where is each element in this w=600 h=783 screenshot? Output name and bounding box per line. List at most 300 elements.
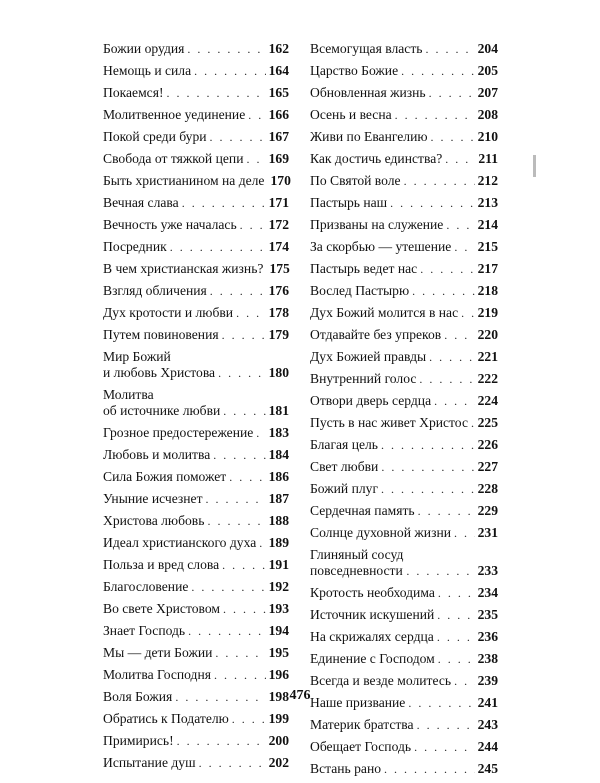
toc-entry-title-line: Посредник [103, 239, 167, 254]
toc-entry [310, 305, 498, 321]
toc-entry [310, 629, 498, 645]
toc-entry-title-line: Благословение [103, 579, 189, 594]
toc-leader-dots [218, 365, 266, 381]
toc-entry-page: 210 [477, 129, 498, 144]
toc-entry [103, 151, 289, 167]
toc-entry [310, 585, 498, 601]
toc-entry-title [103, 129, 207, 145]
toc-leader-dots [414, 739, 475, 755]
toc-entry-title-line: Обратись к Подателю [103, 711, 229, 726]
toc-entry-page: 188 [268, 513, 289, 528]
toc-entry-page: 213 [477, 195, 498, 210]
toc-entry-title-line: Внутренний голос [310, 371, 417, 386]
toc-entry-title [310, 717, 414, 733]
toc-entry-page: 179 [268, 327, 289, 342]
toc-entry [103, 535, 289, 551]
toc-entry-page: 189 [268, 535, 289, 550]
toc-entry [310, 481, 498, 497]
toc-entry-title-line: Всемогущая власть [310, 41, 423, 56]
toc-entry [103, 425, 289, 441]
toc-leader-dots [444, 327, 474, 343]
toc-entry-page: 175 [269, 261, 290, 276]
toc-leader-dots [429, 85, 475, 101]
toc-entry-title-line: Благая цель [310, 437, 378, 452]
toc-leader-dots [429, 349, 474, 365]
toc-entry-title [103, 733, 174, 749]
toc-entry-title-line: Всегда и везде молитесь [310, 673, 452, 688]
toc-entry [310, 151, 498, 167]
toc-entry-title [310, 393, 431, 409]
toc-entry-page: 192 [268, 579, 289, 594]
toc-entry-page: 162 [268, 41, 289, 56]
toc-leader-dots [438, 585, 475, 601]
toc-entry-page: 224 [477, 393, 498, 408]
toc-entry-title-line: Материк братства [310, 717, 414, 732]
toc-leader-dots [401, 63, 475, 79]
toc-entry-title [310, 173, 401, 189]
toc-entry [310, 739, 498, 755]
toc-leader-dots [418, 503, 475, 519]
toc-entry-page: 165 [268, 85, 289, 100]
toc-leader-dots [223, 601, 266, 617]
toc-entry-title-line: и любовь Христова [103, 365, 216, 380]
toc-leader-dots [213, 447, 265, 463]
toc-leader-dots [431, 129, 475, 145]
toc-entry-title-line: Знает Господь [103, 623, 186, 638]
toc-entry-title-line: Пастырь ведет нас [310, 261, 418, 276]
toc-entry-title-line: Свобода от тяжкой цепи [103, 151, 244, 166]
toc-entry [103, 645, 289, 661]
toc-entry-page: 169 [268, 151, 289, 166]
toc-entry-page: 238 [477, 651, 498, 666]
toc-entry-title-line: Отдавайте без упреков [310, 327, 442, 342]
toc-column-left [103, 41, 289, 777]
toc-entry [103, 711, 289, 727]
toc-entry [103, 173, 289, 189]
toc-entry-title [103, 711, 229, 727]
toc-entry-title [103, 283, 207, 299]
toc-entry-title-line: Молитва Господня [103, 667, 211, 682]
toc-entry [310, 459, 498, 475]
toc-entry-title [310, 239, 451, 255]
toc-entry [310, 327, 498, 343]
toc-entry-page: 244 [477, 739, 498, 754]
toc-entry-title-line: Любовь и молитва [103, 447, 211, 462]
toc-leader-dots [170, 239, 266, 255]
toc-entry-title [310, 371, 416, 387]
toc-entry-title-line: Вослед Пастырю [310, 283, 410, 298]
toc-entry-page: 241 [477, 695, 498, 710]
toc-leader-dots [390, 195, 474, 211]
toc-entry [103, 469, 289, 485]
toc-entry [310, 41, 498, 57]
page-number: 476 [289, 688, 311, 703]
toc-entry-title-line: Мир Божий [103, 349, 171, 364]
toc-entry-page: 225 [477, 415, 498, 430]
toc-leader-dots [259, 535, 265, 551]
toc-leader-dots [214, 667, 266, 683]
toc-entry-title [310, 151, 442, 167]
toc-entry-title [103, 535, 256, 551]
toc-entry-title-line: Молитвенное уединение [103, 107, 246, 122]
toc-entry [103, 601, 289, 617]
toc-entry-title-line: Источник искушений [310, 607, 435, 622]
toc-entry-title-line: Солнце духовной жизни [310, 525, 451, 540]
toc-entry-title-line: В чем христианская жизнь? [103, 261, 264, 276]
toc-entry-title [103, 107, 245, 123]
toc-entry [103, 283, 289, 299]
toc-entry-title [310, 547, 403, 579]
toc-entry [103, 623, 289, 639]
toc-entry [103, 667, 289, 683]
toc-entry-title [103, 645, 212, 661]
toc-entry-title [310, 761, 381, 777]
toc-entry-title [103, 85, 164, 101]
toc-entry-title-line: Отвори дверь сердца [310, 393, 432, 408]
toc-entry-title-line: Сердечная память [310, 503, 415, 518]
margin-mark [533, 155, 536, 177]
toc-entry-title-line: Во свете Христовом [103, 601, 220, 616]
toc-leader-dots [256, 425, 265, 441]
toc-entry [310, 525, 498, 541]
toc-column-right [310, 41, 498, 783]
toc-entry-title-line: Божии орудия [103, 41, 185, 56]
toc-entry-page: 172 [268, 217, 289, 232]
toc-entry-page: 243 [477, 717, 498, 732]
toc-entry [103, 733, 289, 749]
toc-leader-dots [445, 151, 475, 167]
toc-entry-title-line: Немощь и сила [103, 63, 192, 78]
toc-entry-page: 208 [477, 107, 498, 122]
toc-leader-dots [446, 217, 474, 233]
toc-entry-page: 176 [268, 283, 289, 298]
toc-entry-page: 181 [268, 403, 289, 418]
toc-entry [310, 673, 498, 689]
toc-entry [103, 217, 289, 233]
toc-entry [103, 447, 289, 463]
toc-entry-title [310, 481, 378, 497]
toc-entry-page: 187 [268, 491, 289, 506]
toc-entry [103, 107, 289, 123]
toc-entry-page: 174 [268, 239, 289, 254]
toc-entry-title [310, 217, 443, 233]
toc-entry-title-line: Живи по Евангелию [310, 129, 428, 144]
toc-entry [310, 173, 498, 189]
toc-entry-page: 166 [268, 107, 289, 122]
toc-entry-page: 205 [477, 63, 498, 78]
toc-entry-title-line: Как достичь единства? [310, 151, 443, 166]
toc-entry-title [310, 63, 398, 79]
toc-entry [103, 579, 289, 595]
toc-entry-title [310, 459, 378, 475]
toc-entry-title-line: Призваны на служение [310, 217, 444, 232]
toc-entry-title [103, 41, 184, 57]
toc-entry-page: 212 [477, 173, 498, 188]
toc-entry [310, 217, 498, 233]
toc-entry-title [310, 327, 441, 343]
toc-entry-title [103, 261, 263, 277]
toc-entry-title-line: На скрижалях сердца [310, 629, 434, 644]
toc-entry-page: 236 [477, 629, 498, 644]
toc-entry [310, 261, 498, 277]
toc-entry-title [310, 107, 392, 123]
toc-entry-page: 239 [477, 673, 498, 688]
toc-entry [310, 129, 498, 145]
toc-leader-dots [240, 217, 266, 233]
toc-leader-dots [232, 711, 266, 727]
toc-entry-title-line: Божий плуг [310, 481, 379, 496]
toc-entry-page: 199 [268, 711, 289, 726]
toc-leader-dots [248, 107, 265, 123]
toc-entry-title-line: повседневности [310, 563, 403, 578]
toc-leader-dots [223, 403, 265, 419]
toc-entry-title [103, 447, 210, 463]
toc-entry-title [103, 349, 215, 381]
toc-entry [103, 349, 289, 381]
toc-entry [310, 547, 498, 579]
toc-leader-dots [229, 469, 265, 485]
toc-leader-dots [207, 513, 265, 529]
toc-entry-title-line: Воля Божия [103, 689, 173, 704]
toc-entry [103, 261, 289, 277]
toc-entry-title [103, 239, 167, 255]
toc-entry-page: 171 [268, 195, 289, 210]
toc-entry [310, 371, 498, 387]
toc-entry [103, 305, 289, 321]
toc-leader-dots [434, 393, 475, 409]
toc-entry-page: 186 [268, 469, 289, 484]
toc-entry-title-line: Идеал христианского духа [103, 535, 257, 550]
toc-entry-title [310, 85, 426, 101]
toc-entry-title-line: Покой среди бури [103, 129, 207, 144]
toc-leader-dots [454, 673, 475, 689]
toc-entry-page: 229 [477, 503, 498, 518]
toc-entry-title [103, 755, 196, 771]
toc-entry-page: 164 [268, 63, 289, 78]
toc-leader-dots [210, 129, 266, 145]
toc-entry [310, 607, 498, 623]
toc-leader-dots [381, 459, 474, 475]
toc-entry-page: 214 [477, 217, 498, 232]
toc-entry-title [310, 129, 428, 145]
toc-entry-page: 184 [268, 447, 289, 462]
toc-entry-page: 235 [477, 607, 498, 622]
toc-leader-dots [194, 63, 265, 79]
toc-entry-title [310, 305, 458, 321]
toc-entry-title-line: Испытание душ [103, 755, 196, 770]
toc-leader-dots [381, 437, 475, 453]
toc-entry-page: 226 [477, 437, 498, 452]
toc-entry-title [310, 629, 434, 645]
toc-leader-dots [425, 41, 474, 57]
toc-entry-title-line: Единение с Господом [310, 651, 435, 666]
toc-entry [103, 85, 289, 101]
toc-entry [103, 41, 289, 57]
toc-entry-title [103, 387, 220, 419]
toc-entry-page: 245 [477, 761, 498, 776]
toc-leader-dots [404, 173, 475, 189]
toc-entry-title-line: Покаемся! [103, 85, 164, 100]
toc-entry-page: 191 [268, 557, 289, 572]
toc-entry-page: 234 [477, 585, 498, 600]
toc-entry-page: 207 [477, 85, 498, 100]
toc-entry [103, 129, 289, 145]
toc-entry-title [103, 151, 243, 167]
toc-entry-title [310, 261, 417, 277]
toc-entry-title [103, 667, 211, 683]
toc-entry-title-line: Молитва [103, 387, 154, 402]
toc-leader-dots [454, 525, 475, 541]
toc-entry [310, 437, 498, 453]
toc-entry-title-line: Дух кротости и любви [103, 305, 234, 320]
toc-entry-page: 222 [477, 371, 498, 386]
toc-entry-title [310, 415, 468, 431]
toc-entry [103, 327, 289, 343]
toc-entry-title-line: Уныние исчезнет [103, 491, 203, 506]
toc-entry-title-line: Пусть в нас живет Христос [310, 415, 468, 430]
toc-entry-page: 219 [477, 305, 498, 320]
toc-entry [103, 63, 289, 79]
toc-entry-title [103, 173, 264, 189]
toc-entry-title-line: Обновленная жизнь [310, 85, 426, 100]
toc-entry-title [310, 673, 451, 689]
toc-leader-dots [236, 305, 266, 321]
toc-entry-page: 227 [477, 459, 498, 474]
toc-entry-title [310, 195, 387, 211]
toc-entry-title-line: Вечность уже началась [103, 217, 237, 232]
toc-leader-dots [246, 151, 265, 167]
toc-leader-dots [199, 755, 266, 771]
toc-entry-page: 220 [477, 327, 498, 342]
toc-entry-page: 228 [477, 481, 498, 496]
toc-entry-title-line: Примирись! [103, 733, 174, 748]
toc-entry [310, 283, 498, 299]
toc-entry-title-line: Наше призвание [310, 695, 406, 710]
toc-entry-title [103, 63, 191, 79]
toc-entry [310, 239, 498, 255]
toc-leader-dots [188, 623, 265, 639]
toc-entry-page: 196 [268, 667, 289, 682]
toc-leader-dots [381, 481, 475, 497]
toc-entry [310, 651, 498, 667]
toc-entry-page: 178 [268, 305, 289, 320]
toc-entry-page: 194 [268, 623, 289, 638]
toc-entry-title [103, 195, 179, 211]
toc-entry-page: 231 [477, 525, 498, 540]
toc-entry-title [103, 601, 220, 617]
toc-entry-title [310, 503, 415, 519]
toc-entry-page: 218 [477, 283, 498, 298]
toc-leader-dots [222, 327, 266, 343]
toc-entry-title-line: За скорбью — утешение [310, 239, 452, 254]
toc-entry-title-line: Взгляд обличения [103, 283, 207, 298]
toc-leader-dots [437, 629, 475, 645]
toc-entry [310, 415, 498, 431]
toc-leader-dots [438, 651, 475, 667]
toc-entry-title [103, 327, 219, 343]
toc-entry [310, 393, 498, 409]
toc-entry-title-line: По Святой воле [310, 173, 401, 188]
toc-entry-title-line: Пастырь наш [310, 195, 388, 210]
toc-leader-dots [215, 645, 265, 661]
toc-entry [310, 717, 498, 733]
toc-entry-title [310, 651, 435, 667]
toc-entry-title [103, 623, 185, 639]
toc-entry-title-line: Быть христианином на деле [103, 173, 265, 188]
toc-entry-page: 193 [268, 601, 289, 616]
toc-leader-dots [206, 491, 266, 507]
toc-leader-dots [461, 305, 475, 321]
toc-leader-dots [419, 371, 474, 387]
toc-leader-dots [412, 283, 475, 299]
toc-entry-title [310, 349, 426, 365]
toc-entry-page: 215 [477, 239, 498, 254]
toc-leader-dots [167, 85, 266, 101]
toc-leader-dots [187, 41, 265, 57]
toc-entry-title-line: Вечная слава [103, 195, 179, 210]
toc-entry-title [310, 739, 411, 755]
toc-entry-title [103, 557, 219, 573]
toc-entry-title [103, 469, 226, 485]
toc-entry-page: 167 [268, 129, 289, 144]
toc-entry-title-line: Дух Божий молится в нас [310, 305, 459, 320]
toc-entry-title-line: Встань рано [310, 761, 382, 776]
toc-entry-page: 233 [477, 563, 498, 578]
toc-entry-title [103, 217, 237, 233]
toc-leader-dots [210, 283, 266, 299]
toc-entry [103, 239, 289, 255]
toc-entry-title [310, 437, 378, 453]
toc-entry-title [103, 579, 188, 595]
toc-entry [310, 503, 498, 519]
toc-entry-page: 217 [477, 261, 498, 276]
toc-entry-title-line: Царство Божие [310, 63, 399, 78]
toc-leader-dots [454, 239, 474, 255]
toc-entry [103, 755, 289, 771]
toc-entry-page: 221 [477, 349, 498, 364]
toc-entry [103, 513, 289, 529]
toc-leader-dots [191, 579, 265, 595]
toc-entry [310, 85, 498, 101]
toc-entry-title-line: Христова любовь [103, 513, 205, 528]
toc-entry-page: 198 [268, 689, 289, 704]
toc-entry-page: 180 [268, 365, 289, 380]
toc-entry-title-line: Польза и вред слова [103, 557, 220, 572]
toc-leader-dots [406, 563, 474, 579]
toc-leader-dots [420, 261, 474, 277]
toc-entry-title [310, 585, 435, 601]
toc-entry-title [103, 305, 233, 321]
toc-entry-title [310, 525, 451, 541]
toc-leader-dots [222, 557, 265, 573]
toc-entry-page: 195 [268, 645, 289, 660]
toc-entry [103, 195, 289, 211]
toc-entry [310, 761, 498, 777]
toc-entry-title-line: Сила Божия поможет [103, 469, 227, 484]
toc-entry-title-line: Грозное предостережение [103, 425, 254, 440]
toc-entry-title-line: Кротость необходима [310, 585, 435, 600]
toc-entry-page: 183 [268, 425, 289, 440]
toc-leader-dots [395, 107, 475, 123]
toc-leader-dots [384, 761, 475, 777]
toc-leader-dots [437, 607, 474, 623]
toc-entry-page: 204 [477, 41, 498, 56]
toc-entry-page: 200 [268, 733, 289, 748]
toc-entry-page: 211 [478, 151, 498, 166]
toc-entry-page: 202 [268, 755, 289, 770]
toc-entry-title-line: Дух Божией правды [310, 349, 427, 364]
toc-entry [103, 387, 289, 419]
